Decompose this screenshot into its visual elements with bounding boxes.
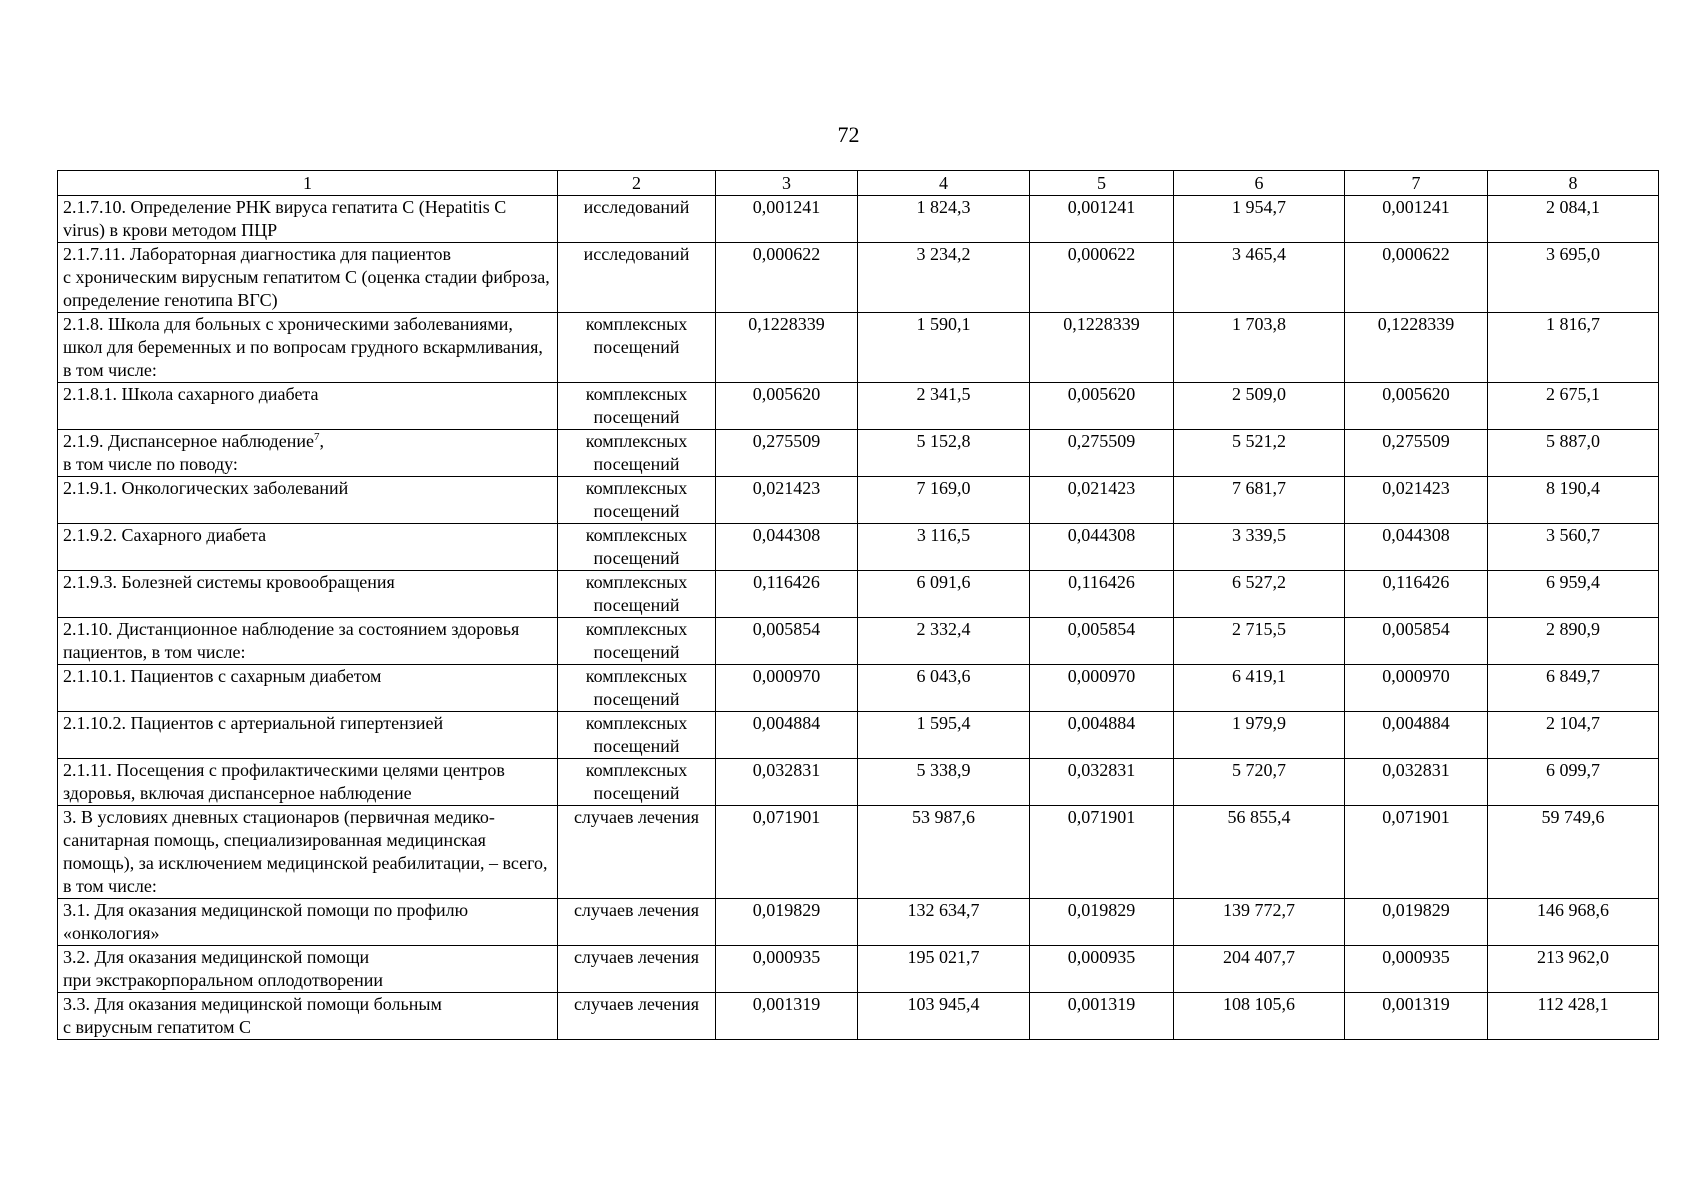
row-value-7: 0,071901 [1345, 806, 1488, 899]
row-value-5: 0,044308 [1030, 524, 1174, 571]
row-value-8: 6 099,7 [1488, 759, 1659, 806]
row-value-4: 132 634,7 [858, 899, 1030, 946]
row-value-5: 0,004884 [1030, 712, 1174, 759]
row-name-cell [58, 383, 558, 430]
row-name: 2.1.10.1. Пациентов с сахарным диабетом [63, 666, 382, 686]
row-unit: комплексных посещений [558, 313, 716, 383]
row-unit: случаев лечения [558, 806, 716, 899]
row-value-5: 0,019829 [1030, 899, 1174, 946]
row-value-4: 3 234,2 [858, 243, 1030, 313]
row-name-cell [58, 665, 558, 712]
row-value-6: 1 954,7 [1174, 196, 1345, 243]
row-value-4: 1 590,1 [858, 313, 1030, 383]
row-unit: комплексных посещений [558, 759, 716, 806]
table-row [58, 524, 1659, 571]
row-value-7: 0,000935 [1345, 946, 1488, 993]
row-value-6: 204 407,7 [1174, 946, 1345, 993]
row-name-cell [58, 618, 558, 665]
row-name-cell [58, 759, 558, 806]
row-value-7: 0,001241 [1345, 196, 1488, 243]
row-value-8: 6 959,4 [1488, 571, 1659, 618]
row-value-3: 0,000622 [716, 243, 858, 313]
row-value-5: 0,071901 [1030, 806, 1174, 899]
row-value-6: 56 855,4 [1174, 806, 1345, 899]
row-value-6: 3 465,4 [1174, 243, 1345, 313]
page-number: 72 [837, 122, 860, 147]
row-value-4: 53 987,6 [858, 806, 1030, 899]
table-row [58, 899, 1659, 946]
row-value-7: 0,019829 [1345, 899, 1488, 946]
row-unit: случаев лечения [558, 946, 716, 993]
row-name: 2.1.8.1. Школа сахарного диабета [63, 384, 319, 404]
row-value-6: 3 339,5 [1174, 524, 1345, 571]
row-value-8: 5 887,0 [1488, 430, 1659, 477]
header-row [58, 171, 1659, 196]
row-value-3: 0,019829 [716, 899, 858, 946]
row-name-cell [58, 993, 558, 1040]
row-value-7: 0,004884 [1345, 712, 1488, 759]
row-value-7: 0,000970 [1345, 665, 1488, 712]
row-value-7: 0,001319 [1345, 993, 1488, 1040]
row-value-7: 0,005854 [1345, 618, 1488, 665]
row-name-cell [58, 313, 558, 383]
row-value-8: 112 428,1 [1488, 993, 1659, 1040]
row-value-4: 5 338,9 [858, 759, 1030, 806]
column-header-5: 5 [1030, 171, 1174, 196]
row-name-cell [58, 571, 558, 618]
row-value-5: 0,001241 [1030, 196, 1174, 243]
table-row [58, 946, 1659, 993]
row-value-4: 2 341,5 [858, 383, 1030, 430]
column-header-8: 8 [1488, 171, 1659, 196]
row-value-4: 195 021,7 [858, 946, 1030, 993]
row-value-3: 0,021423 [716, 477, 858, 524]
column-header-2: 2 [558, 171, 716, 196]
row-name: 2.1.9.2. Сахарного диабета [63, 525, 267, 545]
row-unit: случаев лечения [558, 993, 716, 1040]
row-value-7: 0,044308 [1345, 524, 1488, 571]
row-value-7: 0,032831 [1345, 759, 1488, 806]
row-value-3: 0,275509 [716, 430, 858, 477]
row-name-cell [58, 196, 558, 243]
row-unit: исследований [558, 243, 716, 313]
row-name-cell [58, 806, 558, 899]
row-value-3: 0,001319 [716, 993, 858, 1040]
row-value-3: 0,071901 [716, 806, 858, 899]
row-name-tail: , в том числе по поводу: [63, 431, 324, 474]
row-value-6: 7 681,7 [1174, 477, 1345, 524]
row-value-7: 0,116426 [1345, 571, 1488, 618]
table-row [58, 712, 1659, 759]
row-unit: комплексных посещений [558, 571, 716, 618]
row-value-5: 0,021423 [1030, 477, 1174, 524]
row-name: 2.1.10. Дистанционное наблюдение за состоянием здоровья пациентов, в том числе: [63, 619, 520, 662]
row-value-8: 1 816,7 [1488, 313, 1659, 383]
row-value-8: 2 104,7 [1488, 712, 1659, 759]
row-name: 2.1.11. Посещения с профилактическими целями центров здоровья, включая диспансерное наблюдение [63, 760, 505, 803]
row-value-6: 5 521,2 [1174, 430, 1345, 477]
row-value-8: 8 190,4 [1488, 477, 1659, 524]
row-unit: комплексных посещений [558, 477, 716, 524]
table-row [58, 196, 1659, 243]
row-unit: комплексных посещений [558, 430, 716, 477]
rates-table [57, 170, 1659, 1040]
row-value-4: 1 595,4 [858, 712, 1030, 759]
row-value-4: 7 169,0 [858, 477, 1030, 524]
row-value-5: 0,275509 [1030, 430, 1174, 477]
column-header-4: 4 [858, 171, 1030, 196]
row-value-5: 0,032831 [1030, 759, 1174, 806]
row-value-4: 6 043,6 [858, 665, 1030, 712]
row-value-4: 2 332,4 [858, 618, 1030, 665]
row-value-6: 108 105,6 [1174, 993, 1345, 1040]
table-row [58, 665, 1659, 712]
row-name: 3. В условиях дневных стационаров (первичная медико-санитарная помощь, специализированная медицинская помощь), за исключением медицинской реабилитации, – всего, в том числе: [63, 807, 548, 896]
row-value-6: 6 527,2 [1174, 571, 1345, 618]
row-value-6: 139 772,7 [1174, 899, 1345, 946]
row-value-3: 0,1228339 [716, 313, 858, 383]
row-value-3: 0,000970 [716, 665, 858, 712]
row-value-4: 5 152,8 [858, 430, 1030, 477]
row-value-5: 0,001319 [1030, 993, 1174, 1040]
row-value-8: 213 962,0 [1488, 946, 1659, 993]
row-unit: комплексных посещений [558, 618, 716, 665]
table-row [58, 993, 1659, 1040]
row-unit: комплексных посещений [558, 665, 716, 712]
row-value-4: 6 091,6 [858, 571, 1030, 618]
table-row [58, 759, 1659, 806]
table-row [58, 618, 1659, 665]
row-value-3: 0,044308 [716, 524, 858, 571]
row-value-3: 0,116426 [716, 571, 858, 618]
row-value-6: 2 509,0 [1174, 383, 1345, 430]
table-row [58, 313, 1659, 383]
row-value-3: 0,005854 [716, 618, 858, 665]
row-value-8: 2 084,1 [1488, 196, 1659, 243]
row-value-6: 2 715,5 [1174, 618, 1345, 665]
row-name-cell [58, 899, 558, 946]
row-name: 2.1.9. Диспансерное наблюдение [63, 431, 314, 451]
table-row [58, 430, 1659, 477]
row-value-8: 146 968,6 [1488, 899, 1659, 946]
row-value-7: 0,1228339 [1345, 313, 1488, 383]
table-body [58, 196, 1659, 1040]
row-name: 2.1.7.10. Определение РНК вируса гепатита C (Hepatitis C virus) в крови методом ПЦР [63, 197, 507, 240]
row-value-5: 0,000622 [1030, 243, 1174, 313]
row-value-3: 0,032831 [716, 759, 858, 806]
table-row [58, 806, 1659, 899]
row-value-7: 0,000622 [1345, 243, 1488, 313]
table-row [58, 571, 1659, 618]
row-unit: исследований [558, 196, 716, 243]
row-name: 2.1.9.3. Болезней системы кровообращения [63, 572, 395, 592]
row-name: 2.1.10.2. Пациентов с артериальной гипертензией [63, 713, 444, 733]
row-value-6: 1 703,8 [1174, 313, 1345, 383]
row-value-7: 0,021423 [1345, 477, 1488, 524]
column-header-1: 1 [58, 171, 558, 196]
row-value-5: 0,1228339 [1030, 313, 1174, 383]
row-value-3: 0,000935 [716, 946, 858, 993]
row-value-8: 2 890,9 [1488, 618, 1659, 665]
row-value-8: 2 675,1 [1488, 383, 1659, 430]
row-unit: случаев лечения [558, 899, 716, 946]
row-value-7: 0,005620 [1345, 383, 1488, 430]
row-value-8: 3 695,0 [1488, 243, 1659, 313]
row-value-8: 6 849,7 [1488, 665, 1659, 712]
row-value-5: 0,005854 [1030, 618, 1174, 665]
row-value-8: 3 560,7 [1488, 524, 1659, 571]
column-header-6: 6 [1174, 171, 1345, 196]
row-name: 3.3. Для оказания медицинской помощи больным с вирусным гепатитом С [63, 994, 442, 1037]
row-name-cell [58, 430, 558, 477]
row-name-cell [58, 524, 558, 571]
row-name-cell [58, 712, 558, 759]
row-name-cell [58, 477, 558, 524]
row-value-4: 103 945,4 [858, 993, 1030, 1040]
row-name-cell [58, 243, 558, 313]
row-name: 3.2. Для оказания медицинской помощи при экстракорпоральном оплодотворении [63, 947, 383, 990]
column-header-7: 7 [1345, 171, 1488, 196]
row-name: 2.1.7.11. Лабораторная диагностика для пациентов с хроническим вирусным гепатитом С (оценка стадии фиброза, определение генотипа ВГС) [63, 244, 550, 310]
row-value-6: 1 979,9 [1174, 712, 1345, 759]
column-header-3: 3 [716, 171, 858, 196]
row-unit: комплексных посещений [558, 383, 716, 430]
row-value-3: 0,005620 [716, 383, 858, 430]
row-value-4: 1 824,3 [858, 196, 1030, 243]
row-value-7: 0,275509 [1345, 430, 1488, 477]
row-value-5: 0,000935 [1030, 946, 1174, 993]
row-name: 3.1. Для оказания медицинской помощи по профилю «онкология» [63, 900, 469, 943]
row-value-3: 0,001241 [716, 196, 858, 243]
table-row [58, 243, 1659, 313]
row-unit: комплексных посещений [558, 524, 716, 571]
row-value-5: 0,116426 [1030, 571, 1174, 618]
row-value-8: 59 749,6 [1488, 806, 1659, 899]
row-name-cell [58, 946, 558, 993]
row-name: 2.1.8. Школа для больных с хроническими заболеваниями, школ для беременных и по вопросам грудного вскармливания, в том числе: [63, 314, 543, 380]
row-value-6: 5 720,7 [1174, 759, 1345, 806]
table-row [58, 383, 1659, 430]
footnote-ref: 7 [313, 431, 320, 443]
row-value-6: 6 419,1 [1174, 665, 1345, 712]
row-value-5: 0,005620 [1030, 383, 1174, 430]
row-unit: комплексных посещений [558, 712, 716, 759]
row-value-3: 0,004884 [716, 712, 858, 759]
row-name: 2.1.9.1. Онкологических заболеваний [63, 478, 349, 498]
row-value-4: 3 116,5 [858, 524, 1030, 571]
row-value-5: 0,000970 [1030, 665, 1174, 712]
table-row [58, 477, 1659, 524]
